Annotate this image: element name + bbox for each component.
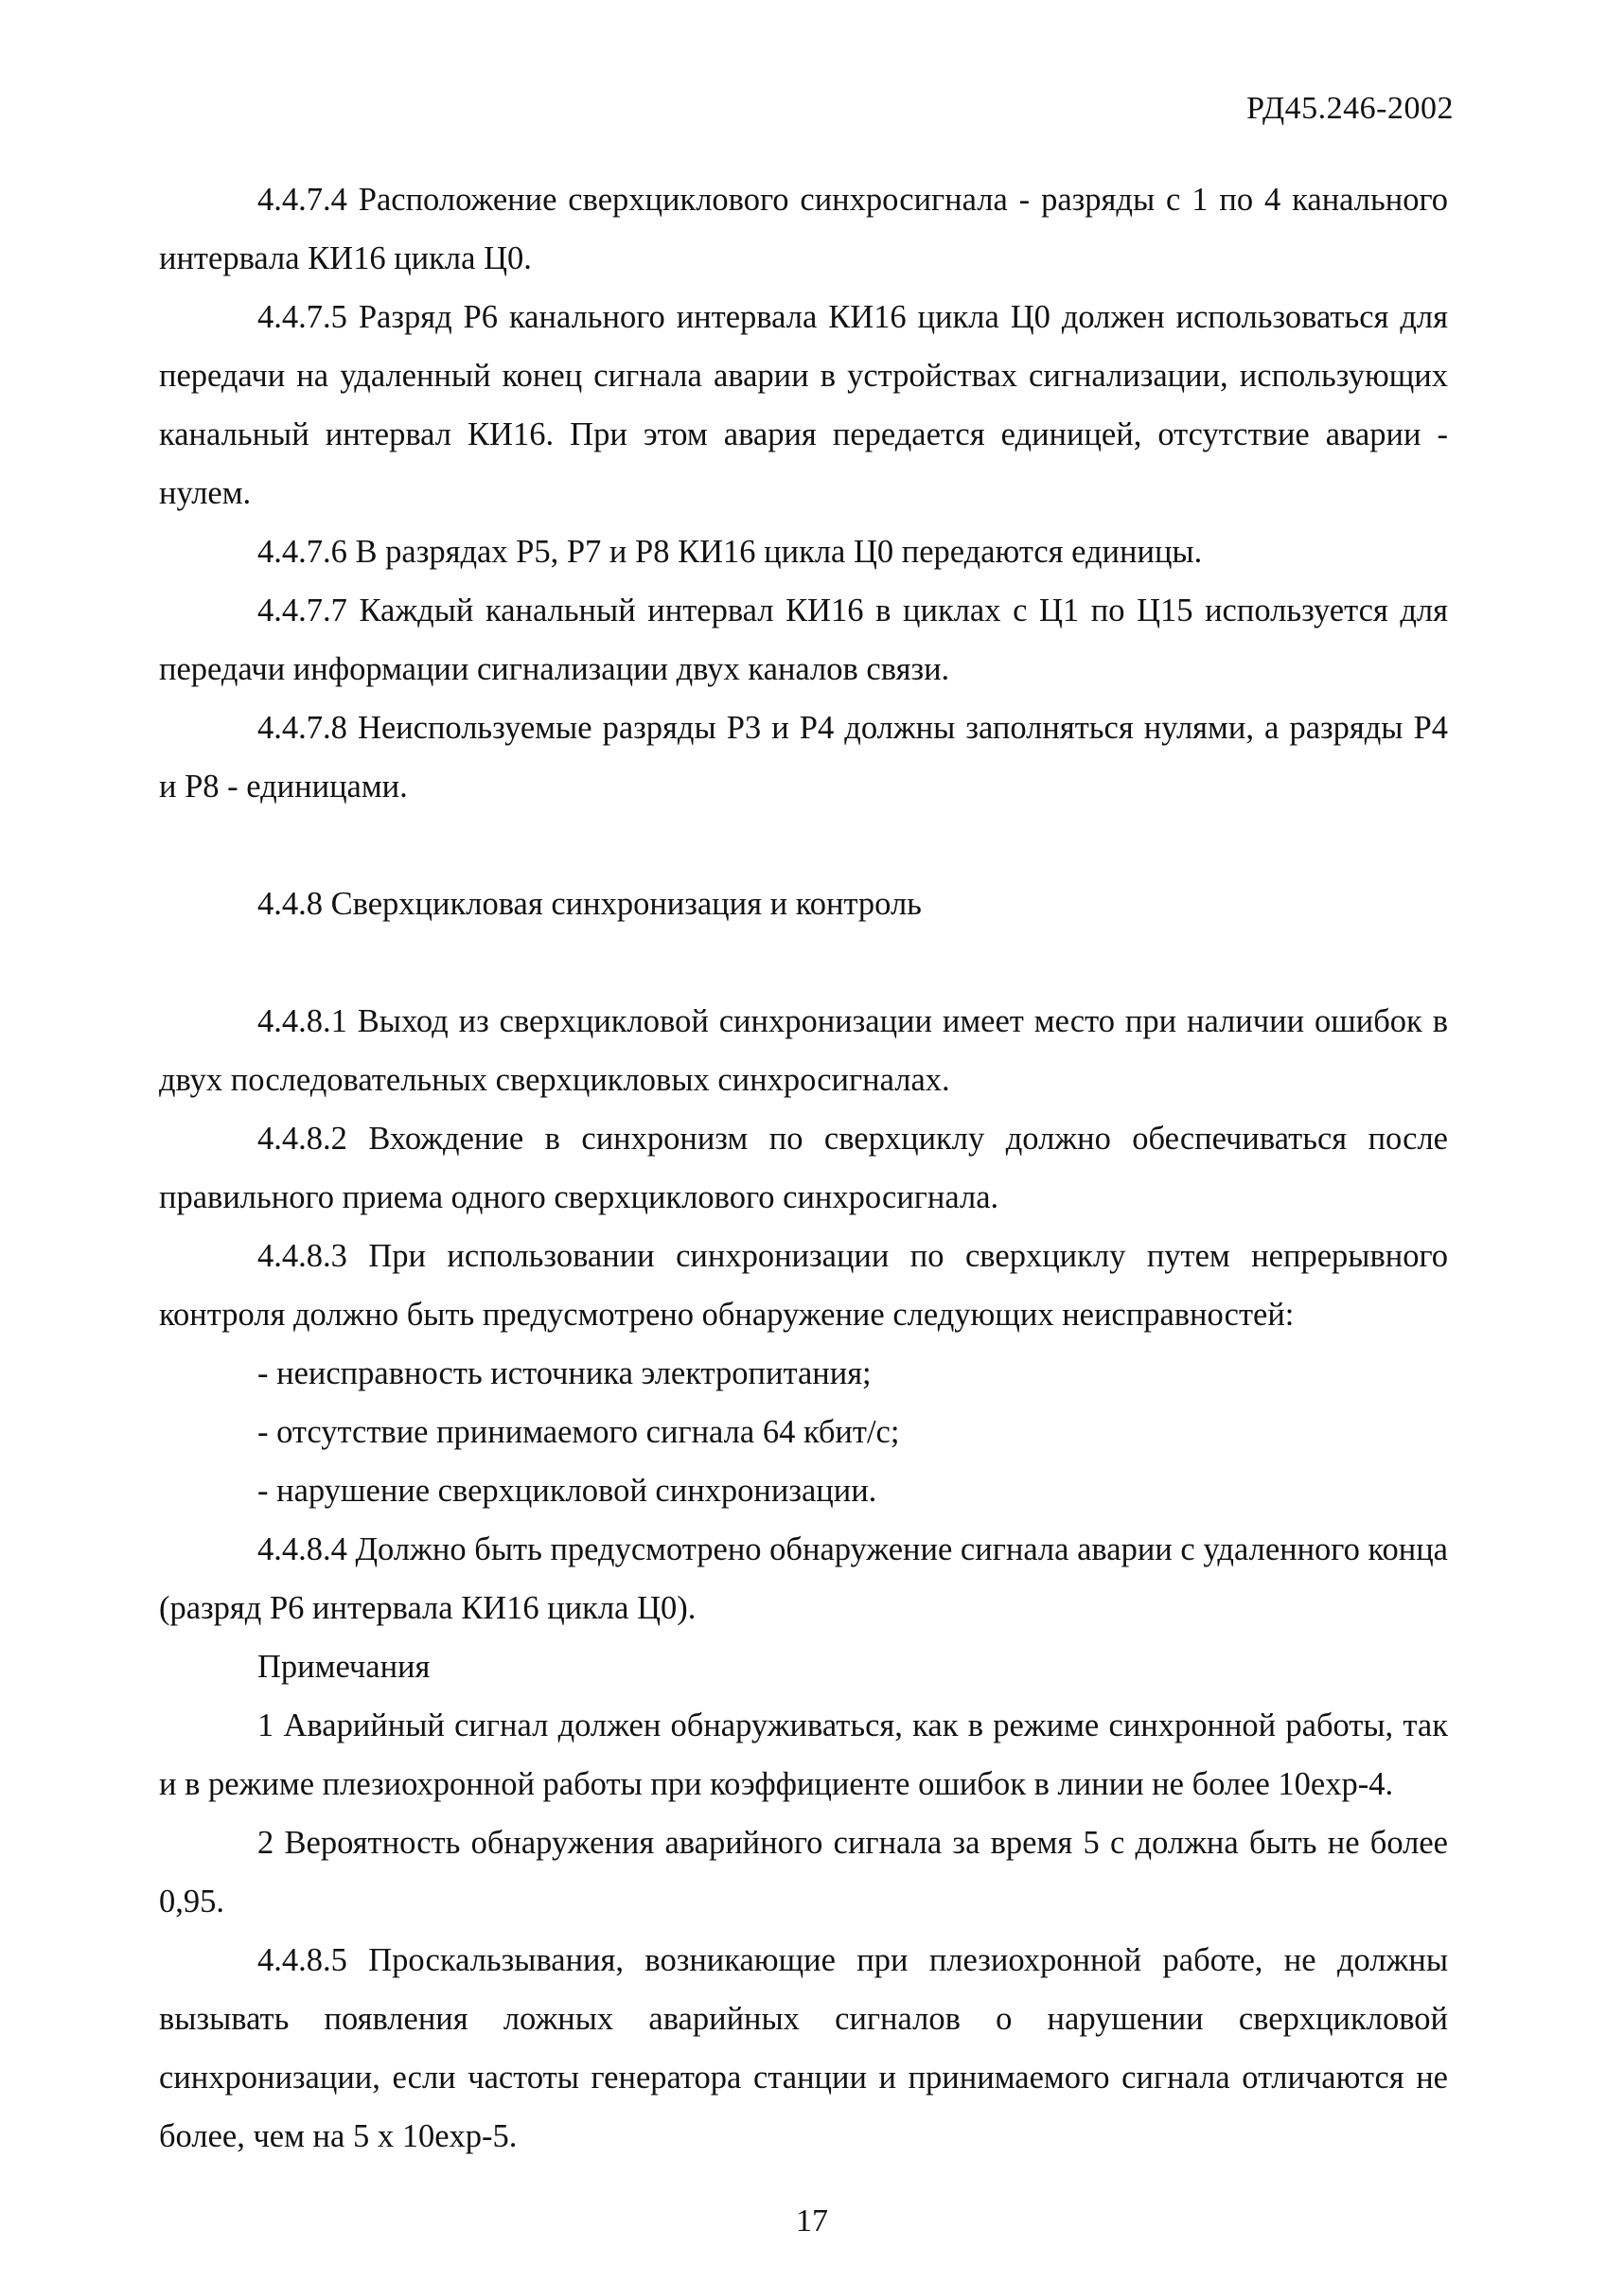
list-item: - отсутствие принимаемого сигнала 64 кбит/с; — [257, 1414, 900, 1450]
paragraph-4-4-7-7: 4.4.7.7 Каждый канальный интервал КИ16 в циклах с Ц1 по Ц15 используется для передачи информации сигнализации двух каналов связи. — [159, 593, 1448, 687]
paragraph-4-4-8-3: 4.4.8.3 При использовании синхронизации по сверхциклу путем непрерывного контроля должно быть предусмотрено обнаружение следующих неисправностей: — [159, 1238, 1448, 1333]
document-body — [159, 170, 1448, 2166]
paragraph-4-4-7-8: 4.4.7.8 Неиспользуемые разряды Р3 и Р4 должны заполняться нулями, а разряды Р4 и Р8 - единицами. — [159, 710, 1448, 805]
page-number: 17 — [796, 2203, 828, 2238]
paragraph-4-4-7-4: 4.4.7.4 Расположение сверхциклового синхросигнала - разряды с 1 по 4 канального интервала КИ16 цикла Ц0. — [159, 182, 1448, 276]
list-item: - нарушение сверхцикловой синхронизации. — [257, 1473, 877, 1509]
note-1: 1 Аварийный сигнал должен обнаруживаться, как в режиме синхронной работы, так и в режиме плезиохронной работы при коэффициенте ошибок в линии не более 10exp-4. — [159, 1707, 1448, 1802]
paragraph-4-4-7-6: 4.4.7.6 В разрядах Р5, Р7 и Р8 КИ16 цикла Ц0 передаются единицы. — [257, 534, 1203, 570]
paragraph-4-4-8-2: 4.4.8.2 Вхождение в синхронизм по сверхциклу должно обеспечиваться после правильного приема одного сверхциклового синхросигнала. — [159, 1121, 1448, 1215]
notes-heading: Примечания — [257, 1649, 431, 1685]
paragraph-4-4-8-5: 4.4.8.5 Проскальзывания, возникающие при плезиохронной работе, не должны вызывать появления ложных аварийных сигналов о нарушении сверхцикловой синхронизации, если частоты генератора станции и принимаемого сигнала отличаются не более, чем на 5 х 10exp-5. — [159, 1942, 1448, 2154]
document-code: РД45.246-2002 — [1246, 91, 1454, 126]
list-item: - неисправность источника электропитания; — [257, 1355, 872, 1391]
note-2: 2 Вероятность обнаружения аварийного сигнала за время 5 с должна быть не более 0,95. — [159, 1825, 1448, 1919]
paragraph-4-4-7-5: 4.4.7.5 Разряд Р6 канального интервала КИ16 цикла Ц0 должен использоваться для передачи на удаленный конец сигнала аварии в устройствах сигнализации, использующих канальный интервал КИ16. При этом авария передается единицей, отсутствие аварии - нулем. — [159, 299, 1448, 511]
paragraph-4-4-8-1: 4.4.8.1 Выход из сверхцикловой синхронизации имеет место при наличии ошибок в двух последовательных сверхцикловых синхросигналах. — [159, 1003, 1448, 1098]
paragraph-4-4-8-4: 4.4.8.4 Должно быть предусмотрено обнаружение сигнала аварии с удаленного конца (разряд Р6 интервала КИ16 цикла Ц0). — [159, 1531, 1448, 1626]
section-heading-4-4-8: 4.4.8 Сверхцикловая синхронизация и контроль — [257, 886, 922, 922]
